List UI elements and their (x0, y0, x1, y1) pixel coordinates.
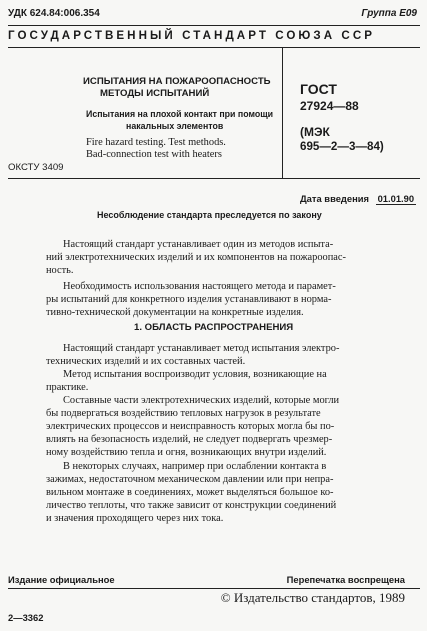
header-rule (8, 25, 420, 26)
standard-banner: ГОСУДАРСТВЕННЫЙ СТАНДАРТ СОЮЗА ССР (8, 29, 376, 42)
date-label: Дата введения (300, 193, 369, 204)
text-line: влиять на безопасность изделий, не следует подвергать чрезмер- (46, 434, 333, 445)
text-line: Метод испытания воспроизводит условия, возникающие на (63, 369, 327, 380)
prosecution-note: Несоблюдение стандарта преследуется по закону (97, 210, 322, 220)
iec-number: 695—2—3—84) (300, 140, 384, 153)
subtitle-ru-line2: накальных элементов (126, 121, 224, 131)
group-code: Группа Е09 (361, 8, 417, 19)
text-line: ному воздействию тепла и огня, возникающих внутри изделий. (46, 447, 327, 458)
date-of-introduction (300, 193, 416, 205)
page-code: 2—3362 (8, 612, 44, 623)
text-line: ры испытаний для конкретного изделия устанавливают в норма- (46, 294, 332, 305)
text-line: технических изделий и их составных частей. (46, 356, 246, 367)
section-heading: 1. ОБЛАСТЬ РАСПРОСТРАНЕНИЯ (134, 322, 294, 333)
text-line: вильном монтаже в соединениях, может выделяться большое ко- (46, 487, 334, 498)
title-ru-line1: ИСПЫТАНИЯ НА ПОЖАРООПАСНОСТЬ (83, 76, 271, 87)
title-en-line2: Bad-connection test with heaters (86, 149, 222, 160)
official-edition: Издание официальное (8, 574, 115, 585)
footer-rule (8, 588, 420, 589)
copyright: © Издательство стандартов, 1989 (220, 590, 405, 605)
okstu-code: ОКСТУ 3409 (8, 162, 64, 173)
text-line: практике. (46, 382, 89, 393)
text-line: электрических процессов и неисправность которых могла бы по- (46, 421, 335, 432)
text-line: Составные части электротехнических изделий, которые могли (63, 395, 340, 406)
gost-label: ГОСТ (300, 81, 337, 97)
title-en-line1: Fire hazard testing. Test methods. (86, 137, 226, 148)
title-block-divider (282, 48, 283, 178)
title-block-bottom-rule (8, 178, 420, 179)
iec-label: (МЭК (300, 125, 330, 139)
date-value: 01.01.90 (377, 193, 415, 204)
text-line: личество теплоты, что также зависит от конструкции соединений (46, 500, 337, 511)
text-line: В некоторых случаях, например при ослаблении контакта в (63, 461, 327, 472)
banner-rule (8, 47, 420, 48)
udk-code: УДК 624.84:006.354 (8, 8, 100, 19)
reprint-prohibited: Перепечатка воспрещена (286, 574, 405, 585)
text-line: и значения проходящего через них тока. (46, 513, 224, 524)
text-line: ность. (46, 265, 74, 276)
text-line: тивно-технической документации на конкретные изделия. (46, 307, 304, 318)
text-line: бы подвергаться воздействию тепловых нагрузок в результате (46, 408, 321, 419)
subtitle-ru-line1: Испытания на плохой контакт при помощи (86, 109, 274, 119)
text-line: Настоящий стандарт устанавливает метод испытания электро- (63, 343, 340, 354)
text-line: Настоящий стандарт устанавливает один из методов испыта- (63, 239, 334, 250)
title-ru-line2: МЕТОДЫ ИСПЫТАНИЙ (100, 88, 210, 99)
gost-number: 27924—88 (300, 99, 359, 113)
text-line: ний электротехнических изделий и их компонентов на пожароопас- (46, 252, 346, 263)
text-line: Необходимость использования настоящего метода и парамет- (63, 281, 336, 292)
text-line: зажимах, недостаточном механическом давлении или при непра- (46, 474, 334, 485)
